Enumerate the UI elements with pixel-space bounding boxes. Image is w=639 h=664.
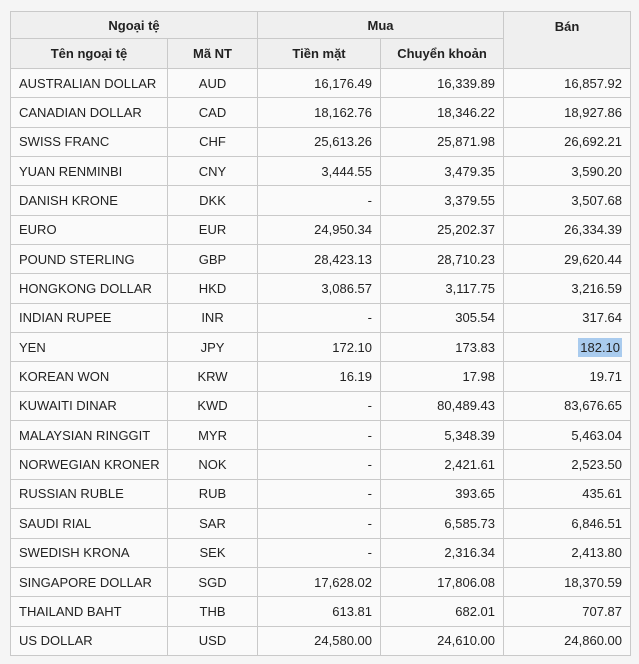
cell-transfer-rate: 6,585.73 <box>381 509 504 538</box>
sell-value: 18,370.59 <box>564 574 623 590</box>
cell-currency-code: INR <box>168 303 258 332</box>
cell-currency-code: DKK <box>168 186 258 215</box>
cell-currency-code: RUB <box>168 479 258 508</box>
cell-currency-name: KUWAITI DINAR <box>11 391 168 420</box>
cell-currency-name: YEN <box>11 333 168 362</box>
header-sell: Bán <box>504 12 631 69</box>
cell-cash-rate: - <box>258 538 381 567</box>
cell-sell-rate <box>504 303 631 332</box>
cell-currency-name: EURO <box>11 215 168 244</box>
sell-value: 29,620.44 <box>564 251 623 267</box>
cell-currency-code: CAD <box>168 98 258 127</box>
cell-currency-name: RUSSIAN RUBLE <box>11 479 168 508</box>
cell-currency-name: THAILAND BAHT <box>11 597 168 626</box>
cell-currency-name: SWEDISH KRONA <box>11 538 168 567</box>
table-row <box>11 215 631 244</box>
cell-transfer-rate: 25,202.37 <box>381 215 504 244</box>
selected-sell-value: 182.10 <box>580 339 621 355</box>
table-row <box>11 157 631 186</box>
cell-cash-rate: - <box>258 186 381 215</box>
sell-value: 435.61 <box>582 486 623 502</box>
table-row <box>11 450 631 479</box>
cell-sell-rate <box>504 157 631 186</box>
cell-currency-name: INDIAN RUPEE <box>11 303 168 332</box>
cell-transfer-rate: 3,479.35 <box>381 157 504 186</box>
header-transfer: Chuyển khoản <box>381 39 504 69</box>
cell-sell-rate <box>504 333 631 362</box>
sell-value: 5,463.04 <box>571 427 623 443</box>
table-row <box>11 186 631 215</box>
cell-transfer-rate: 80,489.43 <box>381 391 504 420</box>
cell-currency-name: CANADIAN DOLLAR <box>11 98 168 127</box>
cell-cash-rate: 172.10 <box>258 333 381 362</box>
cell-cash-rate: - <box>258 421 381 450</box>
table-row <box>11 245 631 274</box>
sell-value: 3,216.59 <box>571 281 623 297</box>
sell-value: 6,846.51 <box>571 515 623 531</box>
cell-cash-rate: 17,628.02 <box>258 567 381 596</box>
cell-sell-rate <box>504 597 631 626</box>
cell-sell-rate <box>504 362 631 391</box>
cell-currency-name: NORWEGIAN KRONER <box>11 450 168 479</box>
cell-sell-rate <box>504 626 631 655</box>
header-cash: Tiền mặt <box>258 39 381 69</box>
cell-currency-name: KOREAN WON <box>11 362 168 391</box>
cell-transfer-rate: 28,710.23 <box>381 245 504 274</box>
cell-currency-name: HONGKONG DOLLAR <box>11 274 168 303</box>
cell-cash-rate: 28,423.13 <box>258 245 381 274</box>
cell-sell-rate <box>504 215 631 244</box>
table-row <box>11 362 631 391</box>
table-row <box>11 333 631 362</box>
cell-sell-rate <box>504 98 631 127</box>
cell-transfer-rate: 25,871.98 <box>381 127 504 156</box>
sell-value: 16,857.92 <box>564 75 623 91</box>
cell-sell-rate <box>504 245 631 274</box>
table-row <box>11 538 631 567</box>
cell-currency-code: SEK <box>168 538 258 567</box>
cell-cash-rate: - <box>258 303 381 332</box>
table-header <box>11 12 631 69</box>
header-group-row <box>11 12 631 39</box>
cell-sell-rate <box>504 567 631 596</box>
cell-transfer-rate: 173.83 <box>381 333 504 362</box>
table-row <box>11 479 631 508</box>
cell-sell-rate <box>504 421 631 450</box>
table-row <box>11 127 631 156</box>
cell-transfer-rate: 17,806.08 <box>381 567 504 596</box>
header-currency-code: Mã NT <box>168 39 258 69</box>
cell-sell-rate <box>504 450 631 479</box>
cell-transfer-rate: 682.01 <box>381 597 504 626</box>
cell-sell-rate <box>504 274 631 303</box>
cell-sell-rate <box>504 69 631 98</box>
cell-currency-code: HKD <box>168 274 258 303</box>
cell-currency-name: AUSTRALIAN DOLLAR <box>11 69 168 98</box>
sell-value: 3,507.68 <box>571 193 623 209</box>
cell-currency-name: SWISS FRANC <box>11 127 168 156</box>
cell-cash-rate: 613.81 <box>258 597 381 626</box>
table-row <box>11 421 631 450</box>
cell-currency-code: KRW <box>168 362 258 391</box>
cell-currency-code: CNY <box>168 157 258 186</box>
table-row <box>11 69 631 98</box>
cell-currency-name: US DOLLAR <box>11 626 168 655</box>
header-currency-name: Tên ngoại tệ <box>11 39 168 69</box>
cell-currency-code: MYR <box>168 421 258 450</box>
cell-currency-code: EUR <box>168 215 258 244</box>
sell-value: 83,676.65 <box>564 398 623 414</box>
cell-currency-code: THB <box>168 597 258 626</box>
cell-currency-code: AUD <box>168 69 258 98</box>
cell-transfer-rate: 24,610.00 <box>381 626 504 655</box>
cell-currency-code: JPY <box>168 333 258 362</box>
cell-currency-code: SGD <box>168 567 258 596</box>
sell-value: 24,860.00 <box>564 633 623 649</box>
cell-cash-rate: - <box>258 391 381 420</box>
cell-transfer-rate: 3,379.55 <box>381 186 504 215</box>
cell-transfer-rate: 17.98 <box>381 362 504 391</box>
cell-cash-rate: 16.19 <box>258 362 381 391</box>
cell-sell-rate <box>504 391 631 420</box>
table-row <box>11 98 631 127</box>
sell-value: 317.64 <box>582 310 623 326</box>
cell-currency-name: SINGAPORE DOLLAR <box>11 567 168 596</box>
cell-cash-rate: - <box>258 479 381 508</box>
table-row <box>11 509 631 538</box>
cell-transfer-rate: 18,346.22 <box>381 98 504 127</box>
cell-sell-rate <box>504 509 631 538</box>
rates-table-body <box>11 69 631 656</box>
table-row <box>11 303 631 332</box>
cell-transfer-rate: 16,339.89 <box>381 69 504 98</box>
sell-value: 2,523.50 <box>571 457 623 473</box>
cell-cash-rate: 18,162.76 <box>258 98 381 127</box>
cell-currency-code: CHF <box>168 127 258 156</box>
cell-transfer-rate: 393.65 <box>381 479 504 508</box>
cell-transfer-rate: 2,316.34 <box>381 538 504 567</box>
cell-sell-rate <box>504 186 631 215</box>
table-row <box>11 626 631 655</box>
cell-cash-rate: - <box>258 450 381 479</box>
cell-currency-name: MALAYSIAN RINGGIT <box>11 421 168 450</box>
table-row <box>11 597 631 626</box>
sell-value: 2,413.80 <box>571 545 623 561</box>
cell-cash-rate: 25,613.26 <box>258 127 381 156</box>
cell-sell-rate <box>504 479 631 508</box>
cell-currency-name: DANISH KRONE <box>11 186 168 215</box>
cell-transfer-rate: 305.54 <box>381 303 504 332</box>
sell-value: 18,927.86 <box>564 105 623 121</box>
cell-transfer-rate: 5,348.39 <box>381 421 504 450</box>
cell-currency-code: NOK <box>168 450 258 479</box>
sell-value: 19.71 <box>589 369 623 385</box>
table-row <box>11 274 631 303</box>
table-row <box>11 391 631 420</box>
cell-cash-rate: - <box>258 509 381 538</box>
cell-currency-code: SAR <box>168 509 258 538</box>
cell-cash-rate: 3,444.55 <box>258 157 381 186</box>
cell-cash-rate: 16,176.49 <box>258 69 381 98</box>
cell-transfer-rate: 3,117.75 <box>381 274 504 303</box>
cell-cash-rate: 24,580.00 <box>258 626 381 655</box>
cell-transfer-rate: 2,421.61 <box>381 450 504 479</box>
sell-value: 26,692.21 <box>564 134 623 150</box>
cell-sell-rate <box>504 538 631 567</box>
cell-currency-code: GBP <box>168 245 258 274</box>
table-row <box>11 567 631 596</box>
cell-currency-name: SAUDI RIAL <box>11 509 168 538</box>
exchange-rates-table <box>10 11 631 656</box>
sell-value: 707.87 <box>582 603 623 619</box>
cell-currency-name: POUND STERLING <box>11 245 168 274</box>
sell-value: 26,334.39 <box>564 222 623 238</box>
cell-cash-rate: 3,086.57 <box>258 274 381 303</box>
cell-sell-rate <box>504 127 631 156</box>
cell-cash-rate: 24,950.34 <box>258 215 381 244</box>
sell-value: 3,590.20 <box>571 163 623 179</box>
header-foreign-currency: Ngoại tệ <box>11 12 258 39</box>
cell-currency-code: USD <box>168 626 258 655</box>
cell-currency-name: YUAN RENMINBI <box>11 157 168 186</box>
header-buy: Mua <box>258 12 504 39</box>
cell-currency-code: KWD <box>168 391 258 420</box>
